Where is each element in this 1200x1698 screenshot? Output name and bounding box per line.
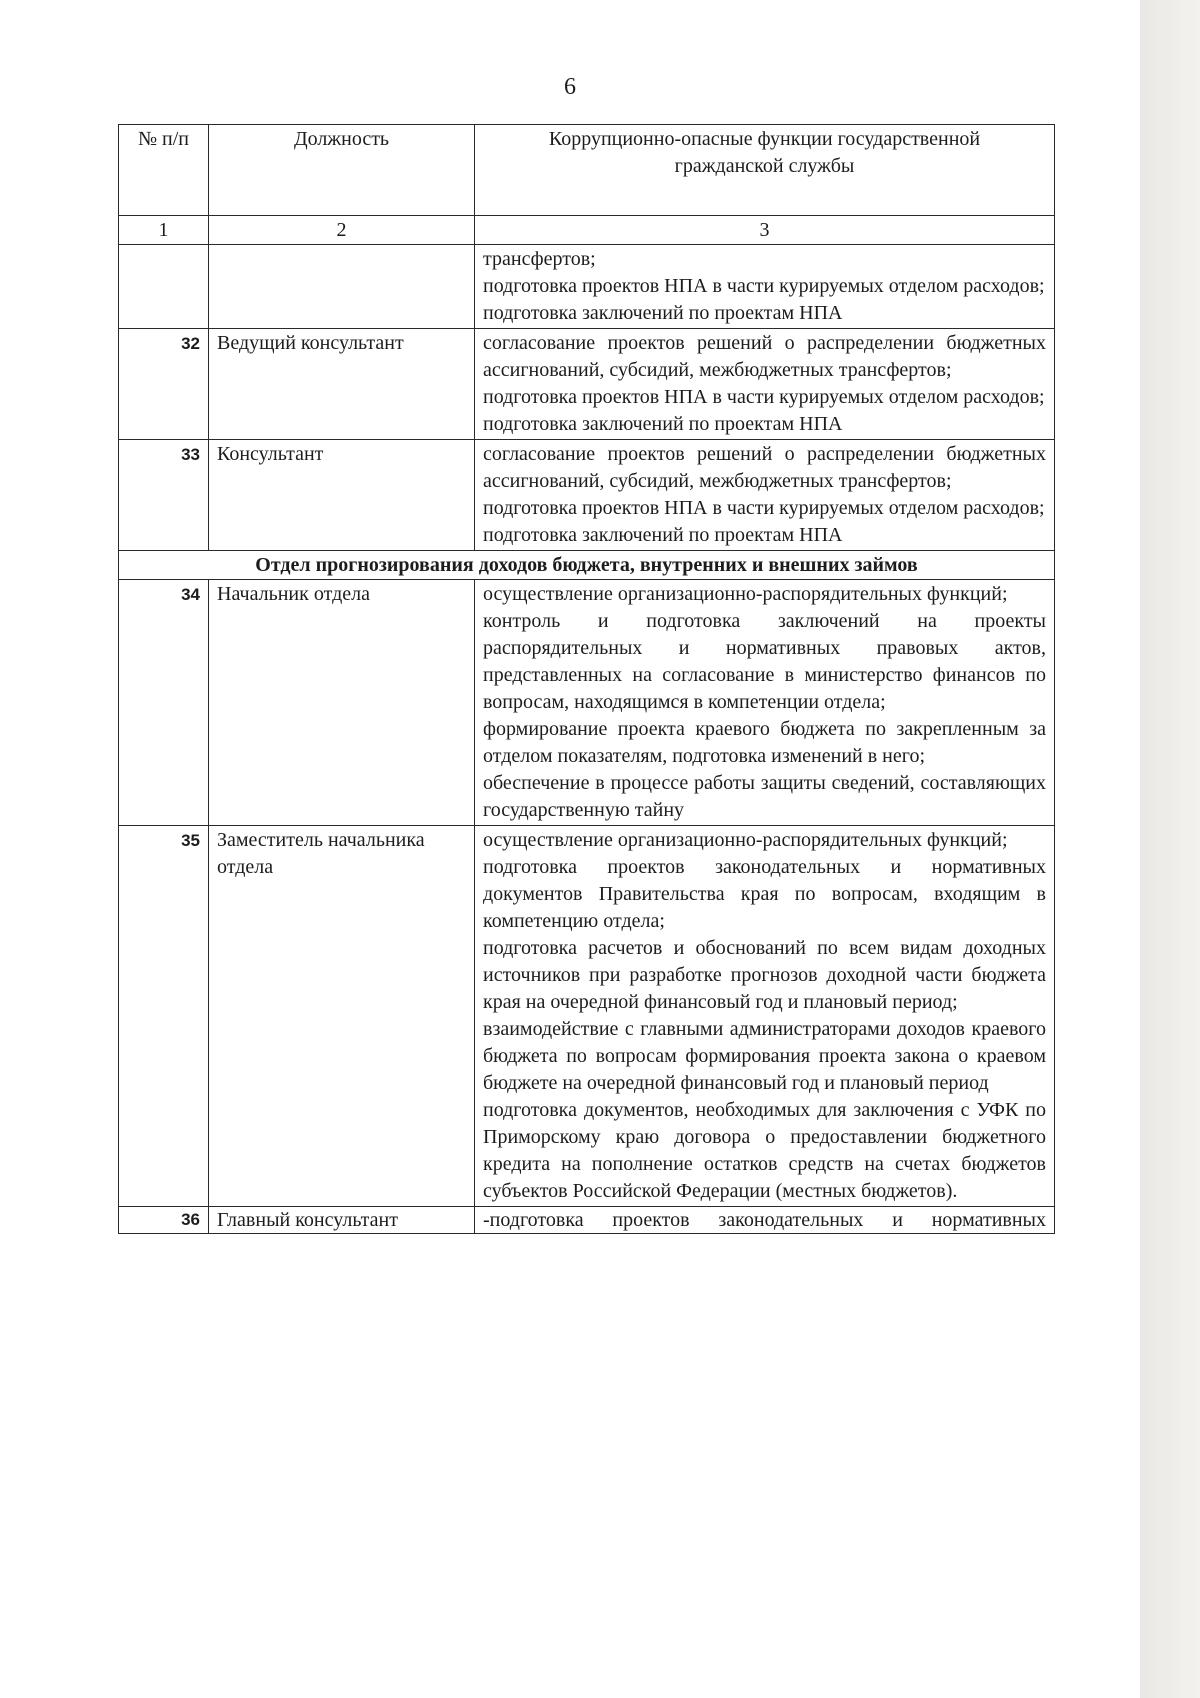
table-row	[119, 826, 1055, 1207]
column-number-row	[119, 216, 1055, 245]
row-number: 33	[119, 440, 209, 551]
row-position: Ведущий консультант	[209, 329, 475, 440]
row-position: Консультант	[209, 440, 475, 551]
table-row	[119, 580, 1055, 826]
column-number-2: 2	[209, 216, 475, 245]
function-item: трансфертов;	[483, 248, 596, 270]
row-functions	[475, 245, 1055, 329]
function-item: осуществление организационно-распорядительных функций;	[483, 829, 1008, 851]
column-number-3: 3	[475, 216, 1055, 245]
row-functions	[475, 1207, 1055, 1234]
function-item: согласование проектов решений о распределении бюджетных ассигнований, субсидий, межбюджетных трансфертов;	[483, 443, 1046, 492]
column-number-1: 1	[119, 216, 209, 245]
function-item: подготовка документов, необходимых для заключения с УФК по Приморскому краю договора о предоставлении бюджетного кредита на пополнение остатков средств на счетах бюджетов субъектов Российской Федерации (местных бюджетов).	[483, 1099, 1046, 1202]
row-functions	[475, 580, 1055, 826]
page-number: 6	[564, 74, 576, 100]
function-item: подготовка проектов НПА в части курируемых отделом расходов;	[483, 497, 1045, 519]
function-item: подготовка заключений по проектам НПА	[483, 302, 843, 324]
row-number: 32	[119, 329, 209, 440]
function-item: контроль и подготовка заключений на проекты распорядительных и нормативных правовых актов, представленных на согласование в министерство финансов по вопросам, находящимся в компетенции отдела;	[483, 610, 1046, 713]
header-number: № п/п	[119, 125, 209, 216]
section-title: Отдел прогнозирования доходов бюджета, внутренних и внешних займов	[119, 551, 1055, 580]
section-heading-row	[119, 551, 1055, 580]
row-position: Главный консультант	[209, 1207, 475, 1234]
function-item: подготовка проектов НПА в части курируемых отделом расходов;	[483, 386, 1045, 408]
function-item: подготовка проектов НПА в части курируемых отделом расходов;	[483, 275, 1045, 297]
function-item: обеспечение в процессе работы защиты сведений, составляющих государственную тайну	[483, 772, 1046, 821]
table-row	[119, 440, 1055, 551]
function-item: подготовка заключений по проектам НПА	[483, 524, 843, 546]
header-position: Должность	[209, 125, 475, 216]
function-item: подготовка расчетов и обоснований по всем видам доходных источников при разработке прогнозов доходной части бюджета края на очередной финансовый год и плановый период;	[483, 937, 1046, 1013]
row-number: 35	[119, 826, 209, 1207]
page-edge-shadow	[1140, 0, 1200, 1698]
row-position: Начальник отдела	[209, 580, 475, 826]
function-item: -подготовка проектов законодательных и нормативных	[483, 1209, 1046, 1231]
table-row	[119, 1207, 1055, 1234]
row-functions	[475, 826, 1055, 1207]
function-item: подготовка заключений по проектам НПА	[483, 413, 843, 435]
function-item: формирование проекта краевого бюджета по закрепленным за отделом показателям, подготовка изменений в него;	[483, 718, 1046, 767]
row-number	[119, 245, 209, 329]
row-position	[209, 245, 475, 329]
table-row	[119, 329, 1055, 440]
function-item: осуществление организационно-распорядительных функций;	[483, 583, 1008, 605]
function-item: подготовка проектов законодательных и нормативных документов Правительства края по вопросам, входящим в компетенцию отдела;	[483, 856, 1046, 932]
table-header-row	[119, 125, 1055, 216]
header-functions: Коррупционно-опасные функции государственной гражданской службы	[475, 125, 1055, 216]
table-row	[119, 245, 1055, 329]
row-functions	[475, 329, 1055, 440]
function-item: взаимодействие с главными администраторами доходов краевого бюджета по вопросам формирования проекта закона о краевом бюджете на очередной финансовый год и плановый период	[483, 1018, 1046, 1094]
row-position: Заместитель начальника отдела	[209, 826, 475, 1207]
row-number: 36	[119, 1207, 209, 1234]
corruption-functions-table	[118, 124, 1055, 1234]
row-functions	[475, 440, 1055, 551]
function-item: согласование проектов решений о распределении бюджетных ассигнований, субсидий, межбюджетных трансфертов;	[483, 332, 1046, 381]
row-number: 34	[119, 580, 209, 826]
